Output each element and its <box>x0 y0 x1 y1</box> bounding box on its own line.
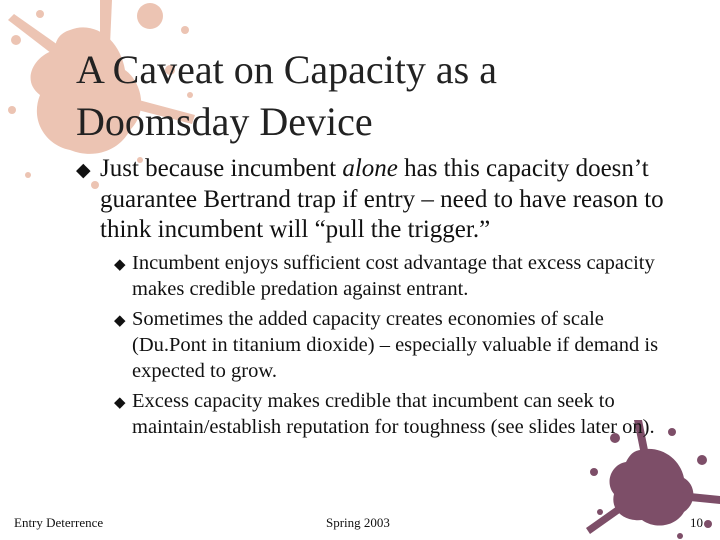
level2-text: Excess capacity makes credible that incumbent can seek to maintain/establish reputation for toughness (see slides later on). <box>132 389 655 438</box>
diamond-bullet-icon: ◆ <box>114 256 126 273</box>
footer-center-label: Spring 2003 <box>326 515 390 530</box>
slide-title-line-2: Doomsday Device <box>76 99 373 144</box>
diamond-bullet-icon: ◆ <box>76 160 91 181</box>
slide-number: 10 <box>690 515 703 530</box>
slide-title-line-1: A Caveat on Capacity as a <box>76 47 497 92</box>
level2-text: Sometimes the added capacity creates economies of scale (Du.Pont in titanium dioxide) – especially valuable if demand is expected to grow. <box>132 307 659 382</box>
level1-text-pre: Just because incumbent <box>100 155 343 182</box>
level2-bullet-item <box>114 250 676 302</box>
level2-bullet-item <box>114 306 676 384</box>
slide-title <box>76 44 676 148</box>
level2-text: Incumbent enjoys sufficient cost advantage that excess capacity makes credible predation against entrant. <box>132 251 655 300</box>
level1-text-post: has this capacity doesn’t guarantee Bertrand trap if entry – need to have reason to think incumbent will “pull the trigger.” <box>100 155 664 243</box>
level1-text-emphasis: alone <box>342 155 398 182</box>
diamond-bullet-icon: ◆ <box>114 394 126 411</box>
level2-bullet-item <box>114 388 676 440</box>
footer-left-label: Entry Deterrence <box>14 515 104 530</box>
level1-bullet-item <box>76 154 676 246</box>
bullet-list <box>76 154 676 440</box>
diamond-bullet-icon: ◆ <box>114 312 126 329</box>
